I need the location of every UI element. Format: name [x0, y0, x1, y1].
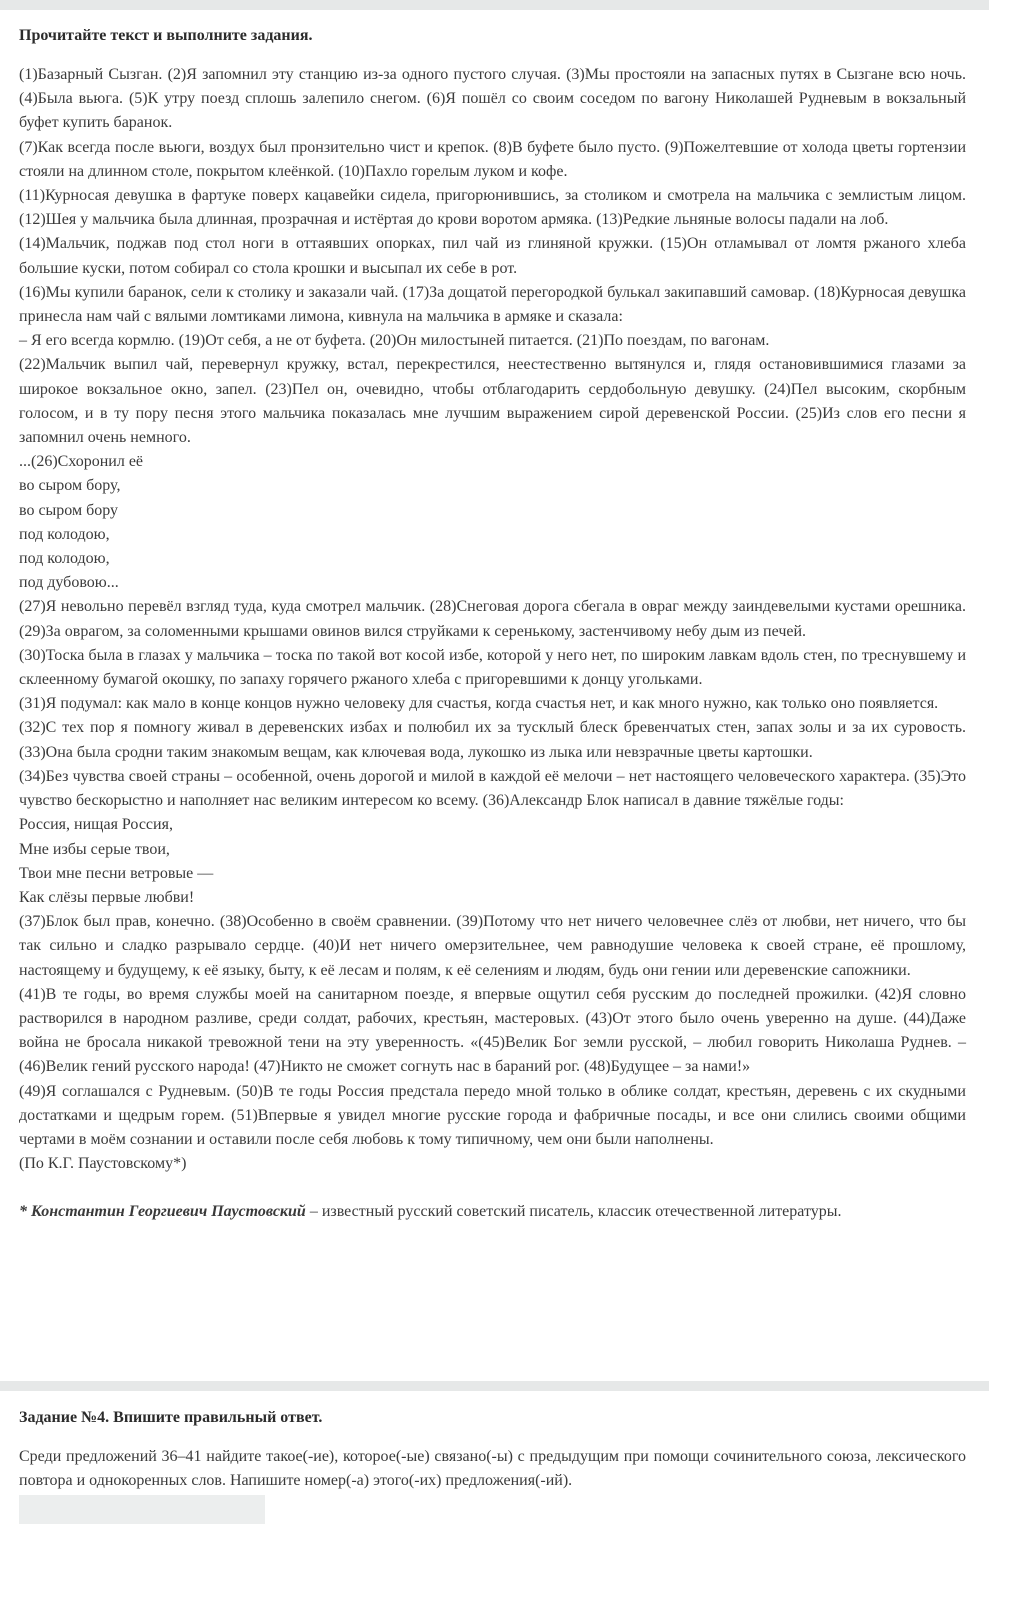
poem-line: Твои мне песни ветровые —: [19, 864, 214, 882]
paragraph: (34)Без чувства своей страны – особенной, очень дорогой и милой в каждой её мелочи – нет настоящего человеческого характера. (35)Это чувство бескорыстно и наполняет нас великим интересом ко всему. (36)Александр Блок написал в давние тяжёлые годы:: [19, 767, 966, 810]
reading-section: [19, 26, 966, 1224]
poem-blok: [19, 813, 966, 910]
poem-line: Как слёзы первые любви!: [19, 888, 195, 906]
poem-line: во сыром бору: [19, 501, 119, 519]
footnote-text: – известный русский советский писатель, классик отечественной литературы.: [305, 1203, 842, 1221]
top-separator: [0, 0, 989, 10]
author-name: Константин Георгиевич Паустовский: [31, 1203, 306, 1221]
paragraph: (31)Я подумал: как мало в конце концов нужно человеку для счастья, когда счастья нет, и как много нужно, как только оно появляется.: [19, 695, 939, 713]
task-instruction: Среди предложений 36–41 найдите такое(-ие), которое(-ые) связано(-ы) с предыдущим при помощи сочинительного союза, лексического повтора и однокоренных слов. Напишите номер(-а) этого(-их) предложения(-ий).: [19, 1448, 966, 1490]
paragraph: (22)Мальчик выпил чай, перевернул кружку, встал, перекрестился, неестественно вытянулся и, глядя остановившимися глазами за широкое вокзальное окно, запел. (23)Пел он, очевидно, чтобы отблагодарить сердобольную девушку. (24)Пел высоким, скорбным голосом, и в ту пору песня этого мальчика показалась мне лучшим выражением сирой деревенской России. (25)Из слов его песни я запомнил очень немного.: [19, 356, 966, 447]
poem-line: под дубовою...: [19, 574, 119, 592]
poem-line: Мне избы серые твои,: [19, 840, 170, 858]
paragraph: (41)В те годы, во время службы моей на санитарном поезде, я впервые ощутил себя русским до последней прожилки. (42)Я словно растворился в народном разливе, среди солдат, рабочих, крестьян, мастеровых. (43)От этого было очень уверенно на душе. (44)Даже война не бросала никакой тревожной тени на эту уверенность. «(45)Велик Бог земли русской, – любил говорить Николаша Руднев. – (46)Велик гений русского народа! (47)Никто не сможет согнуть нас в бараний рог. (48)Будущее – за нами!»: [19, 985, 966, 1076]
footnote-star: *: [19, 1203, 31, 1221]
task-heading: Задание №4. Впишите правильный ответ.: [19, 1409, 323, 1426]
paragraph: (32)С тех пор я помногу живал в деревенских избах и полюбил их за тусклый блеск бревенчатых стен, запах золы и за их суровость. (33)Она была сродни таким знакомым вещам, как ключевая вода, лукошко из лыка или невзрачные цветы картошки.: [19, 719, 966, 761]
task-section: [19, 1408, 966, 1493]
poem-line: ...(26)Схоронил её: [19, 453, 144, 471]
paragraph: (11)Курносая девушка в фартуке поверх кацавейки сидела, пригорюнившись, за столиком и смотрела на мальчика с землистым лицом. (12)Шея у мальчика была длинная, прозрачная и истёртая до крови воротом армяка. (13)Редкие льняные волосы падали на лоб.: [19, 187, 966, 229]
reading-text: [19, 63, 966, 1176]
section-separator: [0, 1381, 989, 1391]
paragraph: (37)Блок был прав, конечно. (38)Особенно в своём сравнении. (39)Потому что нет ничего человечнее слёз от любви, нет ничего, что бы так сильно и сладко разрывало сердце. (40)И нет ничего омерзительнее, чем равнодушие человека к своей стране, её прошлому, настоящему и будущему, к её языку, быту, к её лесам и полям, к её селениям и людям, будь они гении или деревенские сапожники.: [19, 913, 966, 979]
reading-heading: Прочитайте текст и выполните задания.: [19, 27, 313, 44]
poem-line: под колодою,: [19, 525, 110, 543]
paragraph: – Я его всегда кормлю. (19)От себя, а не от буфета. (20)Он милостыней питается. (21)По поездам, по вагонам.: [19, 332, 770, 350]
poem-line: во сыром бору,: [19, 477, 121, 495]
poem-line: Россия, нищая Россия,: [19, 816, 173, 834]
paragraph: (30)Тоска была в глазах у мальчика – тоска по такой вот косой избе, которой у него нет, по широким лавкам вдоль стен, по треснувшему и склеенному бумагой окошку, по запаху горячего ржаного хлеба с пригоревшими к донцу угольками.: [19, 646, 966, 689]
poem-song: [19, 450, 966, 595]
source-attribution: (По К.Г. Паустовскому*): [19, 1155, 187, 1173]
poem-line: под колодою,: [19, 550, 110, 568]
paragraph: (16)Мы купили баранок, сели к столику и заказали чай. (17)За дощатой перегородкой булькал закипавший самовар. (18)Курносая девушка принесла нам чай с вялыми ломтиками лимона, кивнула на мальчика в армяке и сказала:: [19, 283, 966, 326]
paragraph: (14)Мальчик, поджав под стол ноги в оттаявших опорках, пил чай из глиняной кружки. (15)Он отламывал от ломтя ржаного хлеба большие куски, потом собирал со стола крошки и высыпал их себе в рот.: [19, 235, 966, 277]
paragraph: (1)Базарный Сызган. (2)Я запомнил эту станцию из-за одного пустого случая. (3)Мы простояли на запасных путях в Сызгане всю ночь. (4)Была вьюга. (5)К утру поезд сплошь залепило снегом. (6)Я пошёл со своим соседом по вагону Николашей Рудневым в вокзальный буфет купить баранок.: [19, 66, 966, 132]
answer-input[interactable]: [19, 1495, 265, 1524]
paragraph: (27)Я невольно перевёл взгляд туда, куда смотрел мальчик. (28)Снеговая дорога сбегала в овраг между заиндевелыми кустами орешника. (29)За оврагом, за соломенными крышами овинов вился струйками к серенькому, застенчивому небу дым из печей.: [19, 598, 966, 640]
author-footnote: [19, 1200, 966, 1224]
paragraph: (49)Я соглашался с Рудневым. (50)В те годы Россия предстала передо мной только в облике солдат, крестьян, деревень с их скудными достатками и щедрым горем. (51)Впервые я увидел многие русские города и фабричные посады, и все они слились своими общими чертами в моём сознании и оставили после себя любовь к тому типичному, чем они были наполнены.: [19, 1082, 966, 1148]
paragraph: (7)Как всегда после вьюги, воздух был пронзительно чист и крепок. (8)В буфете было пусто. (9)Пожелтевшие от холода цветы гортензии стояли на длинном столе, покрытом клеёнкой. (10)Пахло горелым луком и кофе.: [19, 138, 966, 180]
